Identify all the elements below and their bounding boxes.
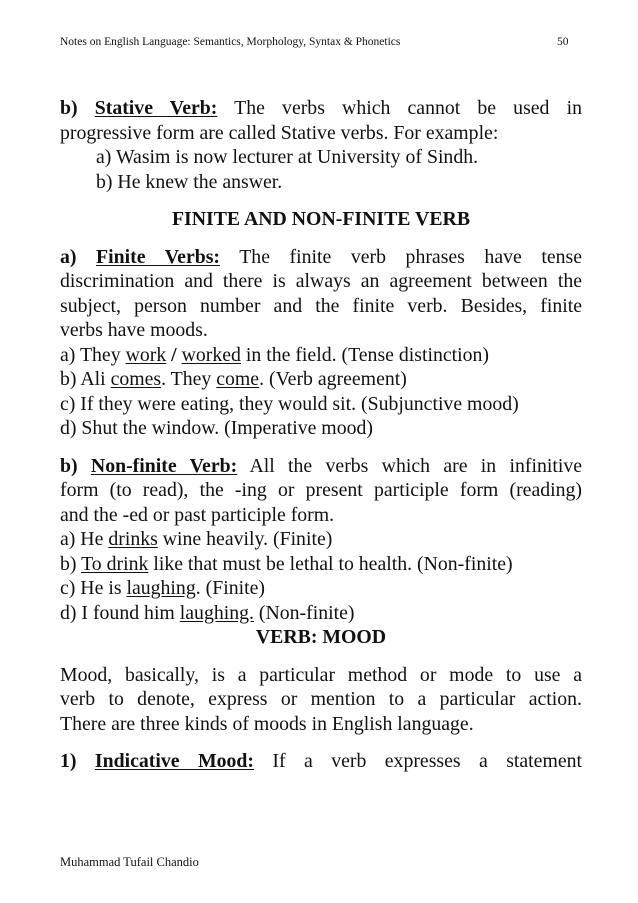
text: a) They — [60, 343, 121, 366]
finite-example-c: c) If they were eating, they would sit. (Subjunctive mood) — [60, 392, 519, 415]
finite-label: Finite Verbs: — [96, 245, 221, 268]
running-header: Notes on English Language: Semantics, Morphology, Syntax & Phonetics — [60, 36, 401, 48]
underlined-word: drinks — [108, 528, 158, 550]
underlined-word: work — [125, 343, 167, 366]
footer-author: Muhammad Tufail Chandio — [60, 855, 199, 869]
finite-example-a — [60, 343, 582, 368]
finite-example-d: d) Shut the window. (Imperative mood) — [60, 417, 373, 439]
text: . They — [161, 368, 212, 390]
text: . (Verb agreement) — [259, 368, 407, 390]
underlined-word: come — [216, 368, 260, 390]
text: b) Ali — [60, 368, 106, 390]
text: d) I found him — [60, 601, 175, 624]
nonfinite-example-a — [60, 527, 582, 552]
section-heading-finite: FINITE AND NON-FINITE VERB — [171, 208, 471, 230]
finite-example-b — [60, 367, 582, 392]
underlined-word: laughing — [126, 577, 196, 599]
nonfinite-label: Non-finite Verb: — [90, 454, 238, 477]
mood-line-1: Mood, basically, is a particular method or mode to use a — [60, 663, 582, 686]
text: in the field. (Tense distinction) — [245, 343, 489, 366]
text: c) He is — [60, 577, 122, 599]
text: like that must be lethal to health. (Non-finite) — [153, 552, 513, 575]
text: a) He — [60, 528, 104, 550]
nonfinite-prefix: b) — [60, 454, 78, 477]
underlined-word: To drink — [81, 552, 149, 575]
mood-line-2: verb to denote, express or mention to a particular action. — [60, 688, 582, 710]
stative-text: The verbs which cannot be used in — [234, 97, 582, 119]
stative-line-2: progressive form are called Stative verbs. For example: — [60, 121, 499, 144]
nonfinite-example-b — [60, 552, 582, 577]
stative-prefix: b) — [60, 97, 78, 119]
underlined-word: comes — [110, 368, 162, 390]
text: . (Finite) — [195, 577, 265, 599]
finite-line-3: subject, person number and the finite verb. Besides, finite — [60, 294, 582, 317]
indicative-text: If a verb expresses a statement — [272, 750, 582, 772]
slash: / — [171, 343, 177, 366]
nonfinite-line-1 — [60, 454, 582, 479]
indicative-line-1 — [60, 749, 582, 774]
nonfinite-line-2: form (to read), the -ing or present participle form (reading) — [60, 479, 582, 501]
section-heading-mood: VERB: MOOD — [255, 626, 387, 648]
nonfinite-line-3: and the -ed or past participle form. — [60, 503, 335, 526]
indicative-prefix: 1) — [60, 750, 77, 772]
text: b) — [60, 552, 77, 575]
page-body — [60, 96, 582, 774]
nonfinite-example-d — [60, 601, 582, 626]
finite-line-4: verbs have moods. — [60, 319, 208, 341]
nonfinite-text: All the verbs which are in infinitive — [249, 454, 583, 477]
page-number: 50 — [557, 36, 569, 48]
text: (Non-finite) — [258, 601, 355, 624]
nonfinite-example-c — [60, 576, 582, 601]
finite-line-2: discrimination and there is always an agreement between the — [60, 270, 582, 292]
finite-prefix: a) — [60, 245, 77, 268]
stative-example-a: a) Wasim is now lecturer at University of Sindh. — [96, 146, 479, 168]
finite-line-1 — [60, 245, 582, 270]
mood-line-3: There are three kinds of moods in English language. — [60, 712, 474, 735]
underlined-word: worked — [181, 343, 241, 366]
underlined-word: laughing. — [179, 601, 254, 624]
stative-example-b: b) He knew the answer. — [96, 170, 283, 193]
finite-text: The finite verb phrases have tense — [239, 245, 582, 268]
indicative-label: Indicative Mood: — [94, 750, 254, 772]
stative-line-1 — [60, 96, 582, 121]
text: wine heavily. (Finite) — [162, 528, 333, 550]
stative-label: Stative Verb: — [94, 97, 218, 119]
